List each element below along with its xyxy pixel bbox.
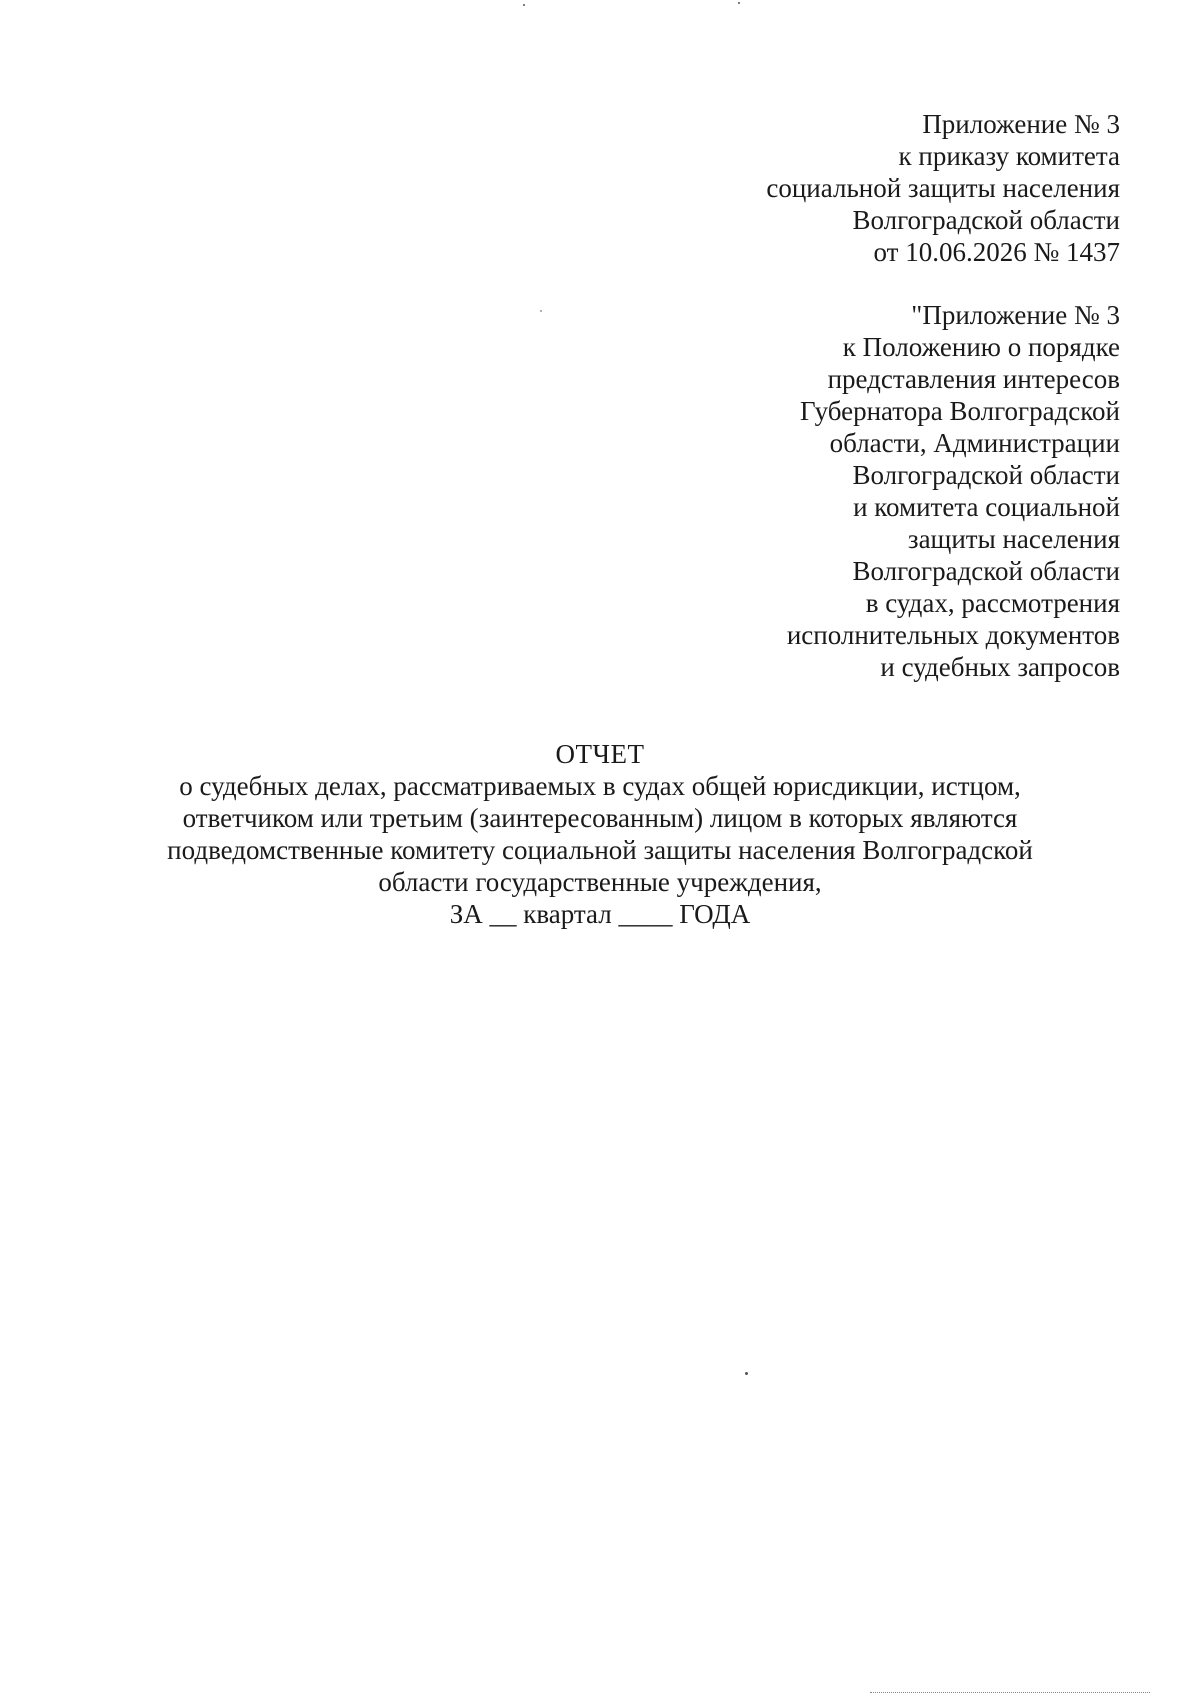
scan-speck [745,1372,748,1375]
report-subtitle-line: подведомственные комитету социальной защиты населения Волгоградской [167,835,1033,865]
report-subtitle-line: ответчиком или третьим (заинтересованным) лицом в которых являются [182,803,1018,833]
scan-speck [523,4,525,6]
scan-edge-mark [870,1692,1150,1694]
appendix-order-line: Приложение № 3 [922,109,1120,139]
scan-speck [738,2,740,4]
appendix-regulation-block [787,299,1120,683]
scan-speck [540,310,542,312]
report-period-line: ЗА __ квартал ____ ГОДА [449,899,751,929]
appendix-regulation-line: защиты населения [907,524,1120,554]
appendix-regulation-line: исполнительных документов [786,620,1120,650]
appendix-regulation-line: Губернатора Волгоградской [799,396,1120,426]
report-subtitle-line: области государственные учреждения, [378,867,822,897]
appendix-regulation-line: Волгоградской области [852,460,1120,490]
appendix-regulation-line: области, Администрации [829,428,1120,458]
report-heading [0,738,1200,930]
appendix-order-line: к приказу комитета [898,141,1120,171]
report-title: ОТЧЕТ [555,739,645,769]
appendix-order-date-number: от 10.06.2026 № 1437 [873,237,1120,267]
appendix-order-line: Волгоградской области [852,205,1120,235]
report-subtitle-line: о судебных делах, рассматриваемых в судах общей юрисдикции, истцом, [179,771,1021,801]
appendix-order-line: социальной защиты населения [766,173,1120,203]
appendix-regulation-line: в судах, рассмотрения [865,588,1120,618]
appendix-regulation-line: Волгоградской области [852,556,1120,586]
appendix-regulation-line: представления интересов [827,364,1120,394]
appendix-regulation-line: и комитета социальной [853,492,1120,522]
appendix-regulation-line: и судебных запросов [880,652,1120,682]
appendix-regulation-line: к Положению о порядке [842,332,1120,362]
appendix-regulation-line: "Приложение № 3 [911,300,1120,330]
appendix-order-block [766,108,1120,268]
